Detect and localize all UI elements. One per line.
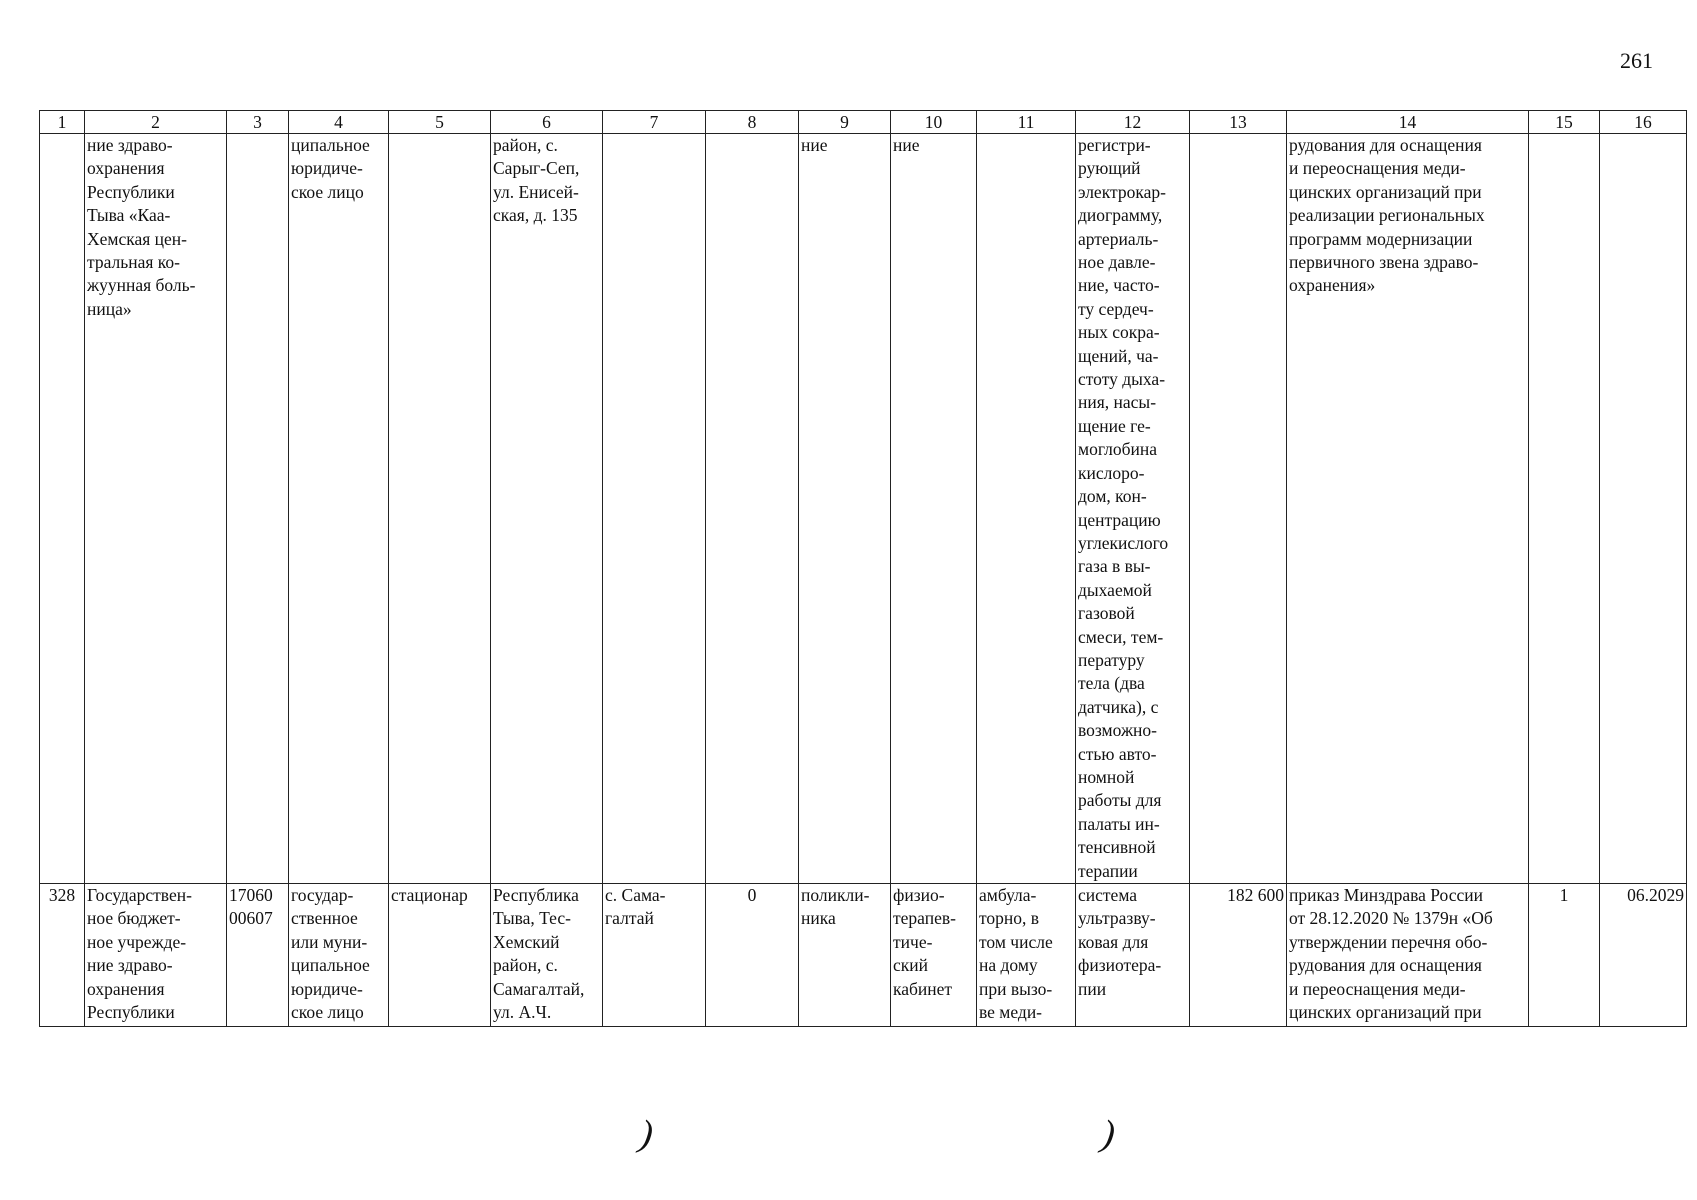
column-number: 15 [1529, 111, 1600, 134]
table-cell [1600, 134, 1687, 884]
table-cell: ние [891, 134, 977, 884]
table-cell: государ- ственное или муни- ципальное юридиче- ское лицо [289, 884, 389, 1027]
table-row [40, 884, 1687, 1027]
table-cell: 1 [1529, 884, 1600, 1027]
table-cell: ципальное юридиче- ское лицо [289, 134, 389, 884]
table-cell: амбула- торно, в том числе на дому при вызо- ве меди- [977, 884, 1076, 1027]
table-cell: ние [799, 134, 891, 884]
column-number: 13 [1190, 111, 1287, 134]
column-number: 7 [603, 111, 706, 134]
table-cell: Республика Тыва, Тес- Хемский район, с. Самагалтай, ул. А.Ч. [491, 884, 603, 1027]
scan-mark: ) [1099, 1112, 1118, 1156]
table-cell: 0 [706, 884, 799, 1027]
column-number: 11 [977, 111, 1076, 134]
table-cell: регистри- рующий электрокар- диограмму, артериаль- ное давле- ние, часто- ту сердеч- ных сокра- щений, ча- стоту дыха- ния, насы- щение ге- моглобина кислоро- дом, кон- центрацию углекислого газа в вы- дыхаемой газовой смеси, тем- пературу тела (два датчика), с возможно- стью авто- номной работы для палаты ин- тенсивной терапии [1076, 134, 1190, 884]
column-number: 8 [706, 111, 799, 134]
table-cell: 06.2029 [1600, 884, 1687, 1027]
column-number: 3 [227, 111, 289, 134]
column-number: 5 [389, 111, 491, 134]
table-cell: Государствен- ное бюджет- ное учрежде- ние здраво- охранения Республики [85, 884, 227, 1027]
table-cell: поликли- ника [799, 884, 891, 1027]
column-number: 9 [799, 111, 891, 134]
table-cell: 182 600 [1190, 884, 1287, 1027]
table-cell: система ультразву- ковая для физиотера- пии [1076, 884, 1190, 1027]
table-cell: с. Сама- галтай [603, 884, 706, 1027]
table-cell [1190, 134, 1287, 884]
column-number: 2 [85, 111, 227, 134]
column-number: 4 [289, 111, 389, 134]
column-number: 12 [1076, 111, 1190, 134]
scan-mark: ) [637, 1112, 656, 1156]
table-cell: приказ Минздрава России от 28.12.2020 № 1379н «Об утверждении перечня обо- рудования для оснащения и переоснащения меди- цинских организаций при [1287, 884, 1529, 1027]
column-number: 16 [1600, 111, 1687, 134]
table-row [40, 134, 1687, 884]
table-cell: район, с. Сарыг-Сеп, ул. Енисей- ская, д. 135 [491, 134, 603, 884]
column-number: 14 [1287, 111, 1529, 134]
table-cell: рудования для оснащения и переоснащения меди- цинских организаций при реализации региональных программ модернизации первичного звена здраво- охранения» [1287, 134, 1529, 884]
column-number: 1 [40, 111, 85, 134]
table-cell [603, 134, 706, 884]
table-cell: физио- терапев- тиче- ский кабинет [891, 884, 977, 1027]
table-cell [977, 134, 1076, 884]
table-cell [1529, 134, 1600, 884]
table-cell: ние здраво- охранения Республики Тыва «Каа- Хемская цен- тральная ко- жуунная боль- ница» [85, 134, 227, 884]
table-cell [706, 134, 799, 884]
table-cell: стационар [389, 884, 491, 1027]
table-cell [40, 134, 85, 884]
table-cell: 17060 00607 [227, 884, 289, 1027]
table-cell [227, 134, 289, 884]
table-cell: 328 [40, 884, 85, 1027]
document-table [39, 110, 1687, 1027]
table-cell [389, 134, 491, 884]
column-number-row [40, 111, 1687, 134]
page-number: 261 [1620, 48, 1653, 73]
column-number: 6 [491, 111, 603, 134]
column-number: 10 [891, 111, 977, 134]
